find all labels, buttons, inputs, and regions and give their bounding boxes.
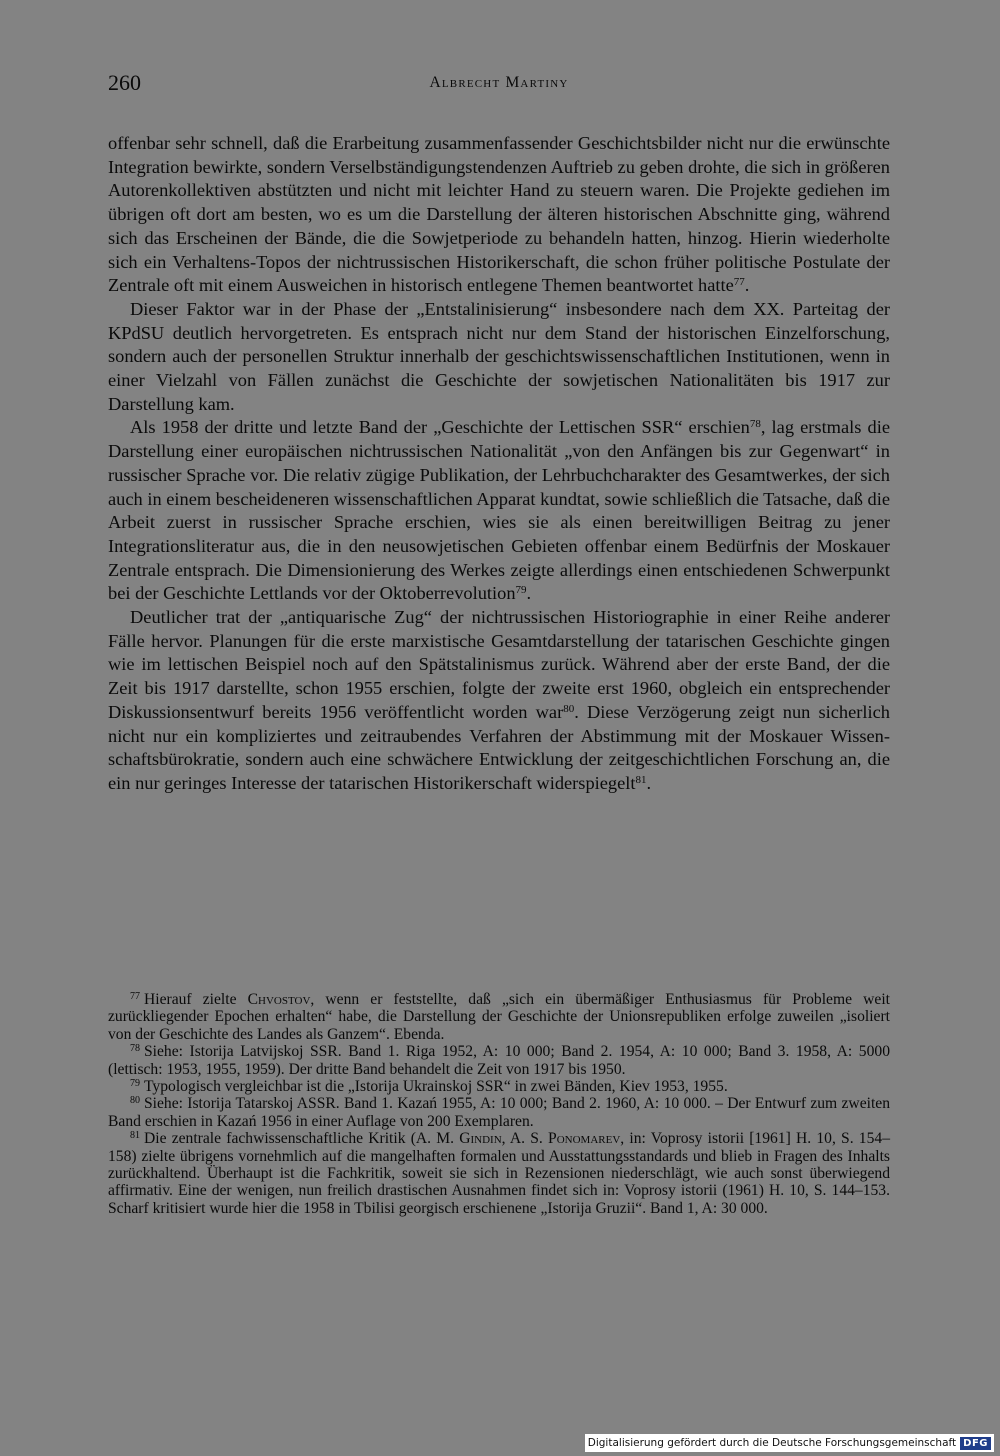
text-run: Als 1958 der dritte und letzte Band der „Geschichte der Lettischen SSR“ erschien <box>130 417 750 438</box>
paragraph <box>108 132 890 298</box>
footnote-78 <box>108 1043 890 1078</box>
text-run: . Diese Verzögerung zeigt nun sicherlich nicht nur ein kompliziertes und zeitraubendes Verfahren der Abstimmung mit der Moskauer Wissenschaftsbürokratie, sondern auch eine schwächere Entwicklung der zeitgeschichtlichen Forschung an, die ein nur geringes Interesse der tatarischen Historikerschaft widerspiegelt <box>108 701 890 793</box>
footnote-number: 80 <box>130 1095 140 1107</box>
footnote-ref-78[interactable]: 78 <box>749 418 761 431</box>
footnotes <box>108 991 890 1217</box>
text-run: Siehe: Istorija Latvijskoj SSR. Band 1. Riga 1952, A: 10 000; Band 2. 1954, A: 10 000; Band 3. 1958, A: 5000 (lettisch: 1953, 1955, 1959). Der dritte Band behandelt die Zeit von 1917 bis 1950. <box>108 1043 890 1078</box>
author-name: Ponomarev <box>548 1130 621 1148</box>
credit-text: Digitalisierung gefördert durch die Deutsche Forschungsgemeinschaft <box>587 1437 957 1449</box>
text-run: , in: Voprosy istorii [1961] H. 10, S. 154–158) zielte übrigens vornehmlich auf die mangelhaften formalen und Ausstattungsstandards und blieb in Fragen des Inhalts zurückhaltend. Überhaupt ist die Fachkritik, soweit sie sich in Rezensionen niederschlägt, wie auch sonst überwiegend affirmativ. Eine der wenigen, nun freilich drastischen Ausnahmen findet sich in: Voprosy istorii (1961) H. 10, S. 144–153. Scharf kritisiert wurde hier die 1958 in Tbilisi georgisch erschienene „Istorija Gruzii“. Band 1, A: 30 000. <box>108 1130 890 1217</box>
digitization-credit <box>585 1434 994 1452</box>
page-header <box>108 70 890 104</box>
text-run: . <box>744 275 750 296</box>
footnote-number: 78 <box>130 1043 140 1055</box>
paragraph <box>108 606 890 796</box>
text-run: Deutlicher trat der „antiquarische Zug“ der nichtrussischen Historiographie in einer Reihe anderer Fälle hervor. Planungen für die erste marxistische Gesamtdarstellung der tatarischen Geschichte gingen wie im lettischen Beispiel noch auf den Spätstalinismus zurück. Während aber der erste Band, der die Zeit bis 1917 darstellte, schon 1955 erschien, folgte der zweite erst 1960, obgleich ein entsprechender Diskussionsentwurf bereits 1956 veröffentlicht worden war <box>108 607 890 722</box>
footnote-ref-79[interactable]: 79 <box>515 584 527 597</box>
footnote-number: 77 <box>130 991 140 1002</box>
footnote-ref-80[interactable]: 80 <box>563 702 575 715</box>
text-run: , A. S. <box>501 1130 543 1148</box>
footnote-81 <box>108 1130 890 1217</box>
author-name: Chvostov <box>247 991 311 1008</box>
text-run: Die zentrale fachwissenschaftliche Kritik (A. M. <box>144 1130 455 1148</box>
paragraph <box>108 298 890 417</box>
text-run: . <box>646 772 652 793</box>
page-number: 260 <box>108 70 141 95</box>
footnote-ref-77[interactable]: 77 <box>733 276 745 289</box>
footnote-79 <box>108 1078 890 1095</box>
text-run: Siehe: Istorija Tatarskoj ASSR. Band 1. Kazań 1955, A: 10 000; Band 2. 1960, A: 10 000. – Der Entwurf zum zweiten Band erschien in Kazań 1956 in einer Auflage von 200 Exemplaren. <box>108 1095 890 1130</box>
text-run: , wenn er feststellte, daß „sich ein übermäßiger Enthusiasmus für Probleme weit zurückliegender Epochen erhalten“ habe, die Darstellung der Geschichte der Unionsrepubliken erfolge zuweilen „isoliert von der Geschichte des Landes als Ganzem“. Ebenda. <box>108 991 890 1043</box>
footnote-80 <box>108 1095 890 1130</box>
running-head-author: Albrecht Martiny <box>429 74 569 91</box>
text-run: Hierauf zielte <box>144 991 237 1008</box>
author-name: Gindin <box>459 1130 502 1148</box>
footnote-77 <box>108 991 890 1043</box>
text-run: Dieser Faktor war in der Phase der „Entstalinisierung“ insbesondere nach dem XX. Parteitag der KPdSU deutlich hervorgetreten. Es entsprach nicht nur dem Stand der historischen Einzelforschung, sondern auch der personellen Struktur innerhalb der geschichtswissenschaftlichen Institutionen, wenn in einer Vielzahl von Fällen zunächst die Geschichte der sowjetischen Nationalitäten bis 1917 zur Darstellung kam. <box>108 298 890 414</box>
text-run: offenbar sehr schnell, daß die Erarbeitung zusammenfassender Geschichtsbilder nicht nur die erwünschte Integration bewirkte, sondern Verselbständigungstendenzen Auftrieb zu geben drohte, die sich in größeren Autorenkollektiven abstützten und nicht mit leichter Hand zu steuern waren. Die Projekte gediehen im übrigen oft dort am besten, wo es um die Darstellung der älteren historischen Abschnitte ging, während sich das Erscheinen der Bände, die die Sowjetperiode zu behandeln hatten, hinzog. Hierin wiederholte sich ein Verhaltens-Topos der nichtrussischen Historikerschaft, die schon früher politische Postulate der Zentrale oft mit einem Ausweichen in historisch entlegene Themen beantwortet hatte <box>108 133 890 296</box>
body-text <box>108 132 890 796</box>
text-run: , lag erstmals die Darstellung einer europäischen nichtrussischen Nationalität „von den Anfängen bis zur Gegenwart“ in russischer Sprache vor. Die relativ zügige Publikation, der Lehrbuchcharakter des Gesamtwerkes, der sich auch in einem bescheideneren wissenschaftlichen Apparat kundtat, sowie schließlich die Tatsache, daß die Arbeit zuerst in russischer Sprache erschien, wies sie als einen bereitwilligen Beitrag zu jener Integrationsliteratur aus, die in den neusowjetischen Gebieten offenbar einem Bedürfnis der Moskauer Zentrale entsprach. Die Dimensionierung des Werkes zeigte allerdings einen entschiedenen Schwerpunkt bei der Geschichte Lettlands vor der Oktoberrevolution <box>108 417 890 604</box>
dfg-logo: DFG <box>960 1437 991 1450</box>
footnote-ref-81[interactable]: 81 <box>635 773 647 786</box>
text-run: . <box>526 583 532 604</box>
paragraph <box>108 416 890 606</box>
footnote-number: 79 <box>130 1078 140 1090</box>
footnote-number: 81 <box>130 1130 140 1142</box>
text-run: Typologisch vergleichbar ist die „Istorija Ukrainskoj SSR“ in zwei Bänden, Kiev 1953, 1955. <box>144 1078 728 1096</box>
